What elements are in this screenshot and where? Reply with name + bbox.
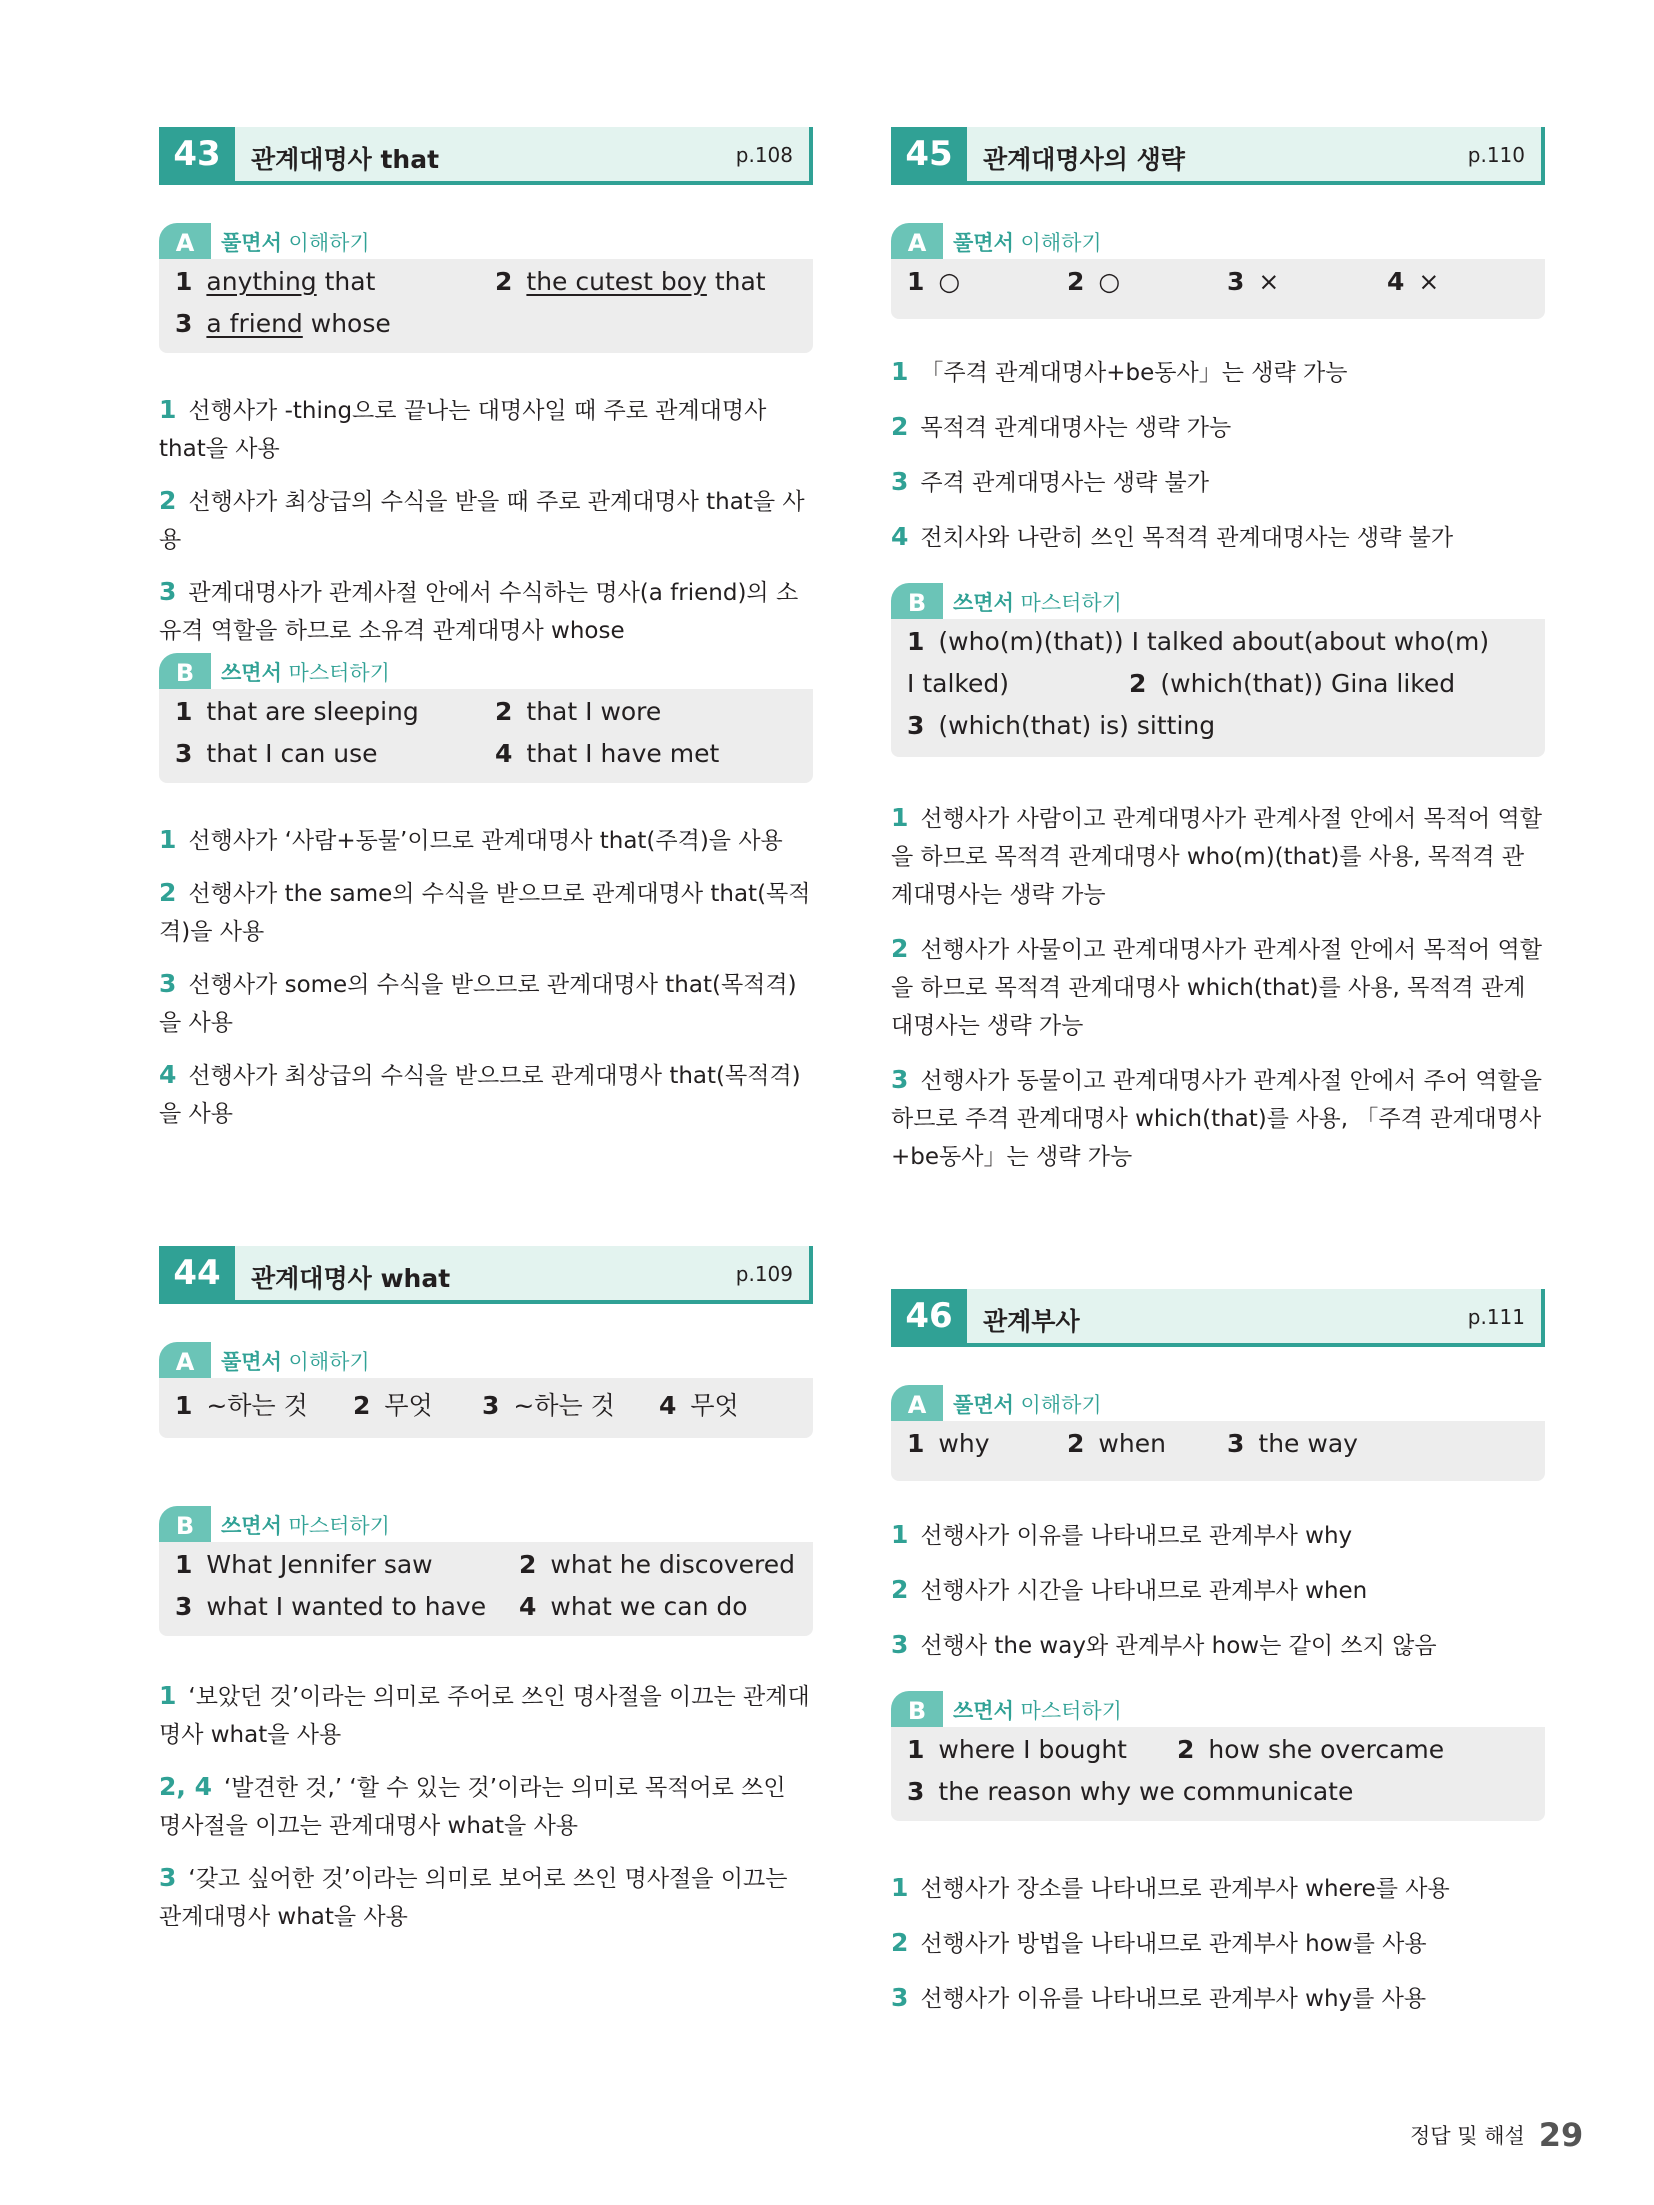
answer-item: 3 ~하는 것 [482, 1391, 615, 1420]
explanation-item: 2 선행사가 방법을 나타내므로 관계부사 how를 사용 [891, 1928, 1427, 1957]
section-b [159, 1502, 813, 1636]
answer-row [891, 663, 1545, 705]
unit-title: 관계대명사 what [251, 1264, 451, 1293]
explanation-item: 3 주격 관계대명사는 생략 불가 [891, 467, 1209, 496]
section-tab: A [891, 1385, 943, 1425]
unit-title: 관계대명사의 생략 [983, 145, 1185, 174]
explanation-item: 2 목적격 관계대명사는 생략 가능 [891, 412, 1232, 441]
section-header [159, 1502, 813, 1542]
section-header [159, 219, 813, 259]
section-label: 쓰면서 마스터하기 [953, 591, 1122, 615]
answer-item: 1 that are sleeping [175, 697, 419, 726]
explanation-item: 2, 4 ‘발견한 것,’ ‘할 수 있는 것’이라는 의미로 목적어로 쓰인 명사절을 이끄는 관계대명사 what을 사용 [159, 1772, 786, 1839]
unit-title: 관계부사 [983, 1307, 1080, 1336]
unit-title: 관계대명사 that [251, 145, 440, 174]
explanation-item: 1 선행사가 -thing으로 끝나는 대명사일 때 주로 관계대명사 that을 사용 [159, 395, 767, 462]
section-a [891, 219, 1545, 319]
explanation-item: 3 선행사가 some의 수식을 받으므로 관계대명사 that(목적격)을 사용 [159, 969, 797, 1036]
unit-43-header [159, 127, 813, 185]
answer-item: 2 ○ [1067, 267, 1121, 296]
explanation-list [159, 821, 813, 1133]
explanation-item: 1 선행사가 사람이고 관계대명사가 관계사절 안에서 목적어 역할을 하므로 목적격 관계대명사 who(m)(that)를 사용, 목적격 관계대명사는 생략 가능 [891, 803, 1542, 908]
answer-item: 3 the reason why we communicate [907, 1777, 1354, 1806]
footer-label: 정답 및 해설 [1410, 2124, 1525, 2148]
section-header [159, 1338, 813, 1378]
explanation-item: 3 선행사가 동물이고 관계대명사가 관계사절 안에서 주어 역할을 하므로 주격 관계대명사 which(that)를 사용, 「주격 관계대명사+be동사」는 생략 가능 [891, 1065, 1542, 1170]
explanation-item: 4 선행사가 최상급의 수식을 받으므로 관계대명사 that(목적격)을 사용 [159, 1060, 801, 1127]
explanation-item: 3 선행사 the way와 관계부사 how는 같이 쓰지 않음 [891, 1630, 1437, 1659]
answer-item: 1 (who(m)(that)) I talked about(about who(m) [907, 627, 1490, 656]
answer-row [891, 621, 1545, 663]
answer-item: 3 × [1227, 267, 1280, 296]
explanation-item: 2 선행사가 사물이고 관계대명사가 관계사절 안에서 목적어 역할을 하므로 목적격 관계대명사 which(that)를 사용, 목적격 관계대명사는 생략 가능 [891, 934, 1542, 1039]
answer-row [159, 261, 813, 303]
section-tab: B [891, 583, 943, 623]
unit-number: 43 [159, 127, 235, 181]
unit-45-header [891, 127, 1545, 185]
answer-item: 4 that I have met [495, 739, 720, 768]
answer-row [159, 303, 813, 345]
section-a [891, 1381, 1545, 1481]
explanation-item: 2 선행사가 시간을 나타내므로 관계부사 when [891, 1575, 1368, 1604]
answer-item: 4 무엇 [659, 1391, 739, 1420]
answer-item: 3 the way [1227, 1429, 1358, 1458]
answer-box [159, 1378, 813, 1438]
answer-item: 2 when [1067, 1429, 1166, 1458]
answer-item: 1 where I bought [907, 1735, 1127, 1764]
answer-box [159, 689, 813, 783]
answer-item: 1 ○ [907, 267, 961, 296]
section-label: 풀면서 이해하기 [953, 1393, 1102, 1417]
answer-item: 3 a friend whose [175, 309, 391, 338]
answer-box [891, 619, 1545, 757]
explanation-list [159, 391, 813, 650]
explanation-item: 3 관계대명사가 관계사절 안에서 수식하는 명사(a friend)의 소유격 역할을 하므로 소유격 관계대명사 whose [159, 577, 799, 644]
answer-box [159, 259, 813, 353]
unit-page-ref: p.111 [1467, 1305, 1525, 1329]
section-label: 쓰면서 마스터하기 [953, 1699, 1122, 1723]
answer-item: 2 무엇 [353, 1391, 433, 1420]
answer-row [891, 261, 1545, 303]
section-header [159, 649, 813, 689]
answer-row [891, 1771, 1545, 1813]
answer-row [159, 733, 813, 775]
explanation-item: 1 선행사가 ‘사람+동물’이므로 관계대명사 that(주격)을 사용 [159, 825, 783, 854]
answer-item: 3 that I can use [175, 739, 378, 768]
section-label: 풀면서 이해하기 [953, 231, 1102, 255]
answer-item: 2 the cutest boy that [495, 267, 766, 296]
section-header [891, 219, 1545, 259]
answer-box [891, 259, 1545, 319]
section-b [891, 579, 1545, 757]
explanation-item: 2 선행사가 the same의 수식을 받으므로 관계대명사 that(목적격)을 사용 [159, 878, 811, 945]
explanation-list [891, 1869, 1545, 2018]
answer-row [891, 1423, 1545, 1465]
section-a [159, 219, 813, 353]
answer-item: 1 ~하는 것 [175, 1391, 308, 1420]
answer-item: 1 What Jennifer saw [175, 1550, 433, 1579]
unit-number: 45 [891, 127, 967, 181]
explanation-item: 1 ‘보았던 것’이라는 의미로 주어로 쓰인 명사절을 이끄는 관계대명사 what을 사용 [159, 1681, 810, 1748]
section-label: 풀면서 이해하기 [221, 231, 370, 255]
section-b [891, 1687, 1545, 1821]
answer-row [159, 1380, 813, 1422]
section-header [891, 1381, 1545, 1421]
answer-item-continued: I talked) [907, 669, 1009, 698]
section-tab: B [891, 1691, 943, 1731]
answer-box [891, 1421, 1545, 1481]
explanation-item: 3 선행사가 이유를 나타내므로 관계부사 why를 사용 [891, 1983, 1427, 2012]
answer-row [159, 1544, 813, 1586]
section-tab: B [159, 1506, 211, 1546]
explanation-item: 2 선행사가 최상급의 수식을 받을 때 주로 관계대명사 that을 사용 [159, 486, 805, 553]
answer-item: 4 what we can do [519, 1592, 748, 1621]
answer-item: 2 how she overcame [1177, 1735, 1445, 1764]
explanation-list [891, 799, 1545, 1176]
answer-row [891, 1729, 1545, 1771]
answer-item: 2 that I wore [495, 697, 662, 726]
unit-page-ref: p.109 [735, 1262, 793, 1286]
answer-row [891, 705, 1545, 747]
answer-item: 2 what he discovered [519, 1550, 795, 1579]
unit-44-header [159, 1246, 813, 1304]
page-footer [1410, 2116, 1583, 2154]
unit-number: 44 [159, 1246, 235, 1300]
section-header [891, 579, 1545, 619]
explanation-item: 3 ‘갖고 싶어한 것’이라는 의미로 보어로 쓰인 명사절을 이끄는 관계대명사 what을 사용 [159, 1863, 788, 1930]
section-tab: A [159, 223, 211, 263]
section-tab: A [159, 1342, 211, 1382]
explanation-list [891, 1516, 1545, 1665]
unit-page-ref: p.110 [1467, 143, 1525, 167]
answer-item: 1 why [907, 1429, 990, 1458]
unit-number: 46 [891, 1289, 967, 1343]
answer-box [891, 1727, 1545, 1821]
answer-item: 1 anything that [175, 267, 376, 296]
explanation-list [159, 1677, 813, 1936]
section-tab: A [891, 223, 943, 263]
explanation-item: 1 「주격 관계대명사+be동사」는 생략 가능 [891, 357, 1348, 386]
section-label: 풀면서 이해하기 [221, 1350, 370, 1374]
explanation-item: 4 전치사와 나란히 쓰인 목적격 관계대명사는 생략 불가 [891, 522, 1454, 551]
section-b [159, 649, 813, 783]
unit-page-ref: p.108 [735, 143, 793, 167]
page-number: 29 [1538, 2116, 1584, 2154]
explanation-item: 1 선행사가 이유를 나타내므로 관계부사 why [891, 1520, 1353, 1549]
section-label: 쓰면서 마스터하기 [221, 661, 390, 685]
answer-item: 3 (which(that) is) sitting [907, 711, 1216, 740]
answer-box [159, 1542, 813, 1636]
answer-row [159, 1586, 813, 1628]
answer-item: 4 × [1387, 267, 1440, 296]
section-a [159, 1338, 813, 1438]
unit-46-header [891, 1289, 1545, 1347]
section-tab: B [159, 653, 211, 693]
section-label: 쓰면서 마스터하기 [221, 1514, 390, 1538]
explanation-item: 1 선행사가 장소를 나타내므로 관계부사 where를 사용 [891, 1873, 1450, 1902]
explanation-list [891, 353, 1545, 557]
answer-item: 3 what I wanted to have [175, 1592, 487, 1621]
section-header [891, 1687, 1545, 1727]
answer-item: 2 (which(that)) Gina liked [1129, 669, 1456, 698]
answer-row [159, 691, 813, 733]
